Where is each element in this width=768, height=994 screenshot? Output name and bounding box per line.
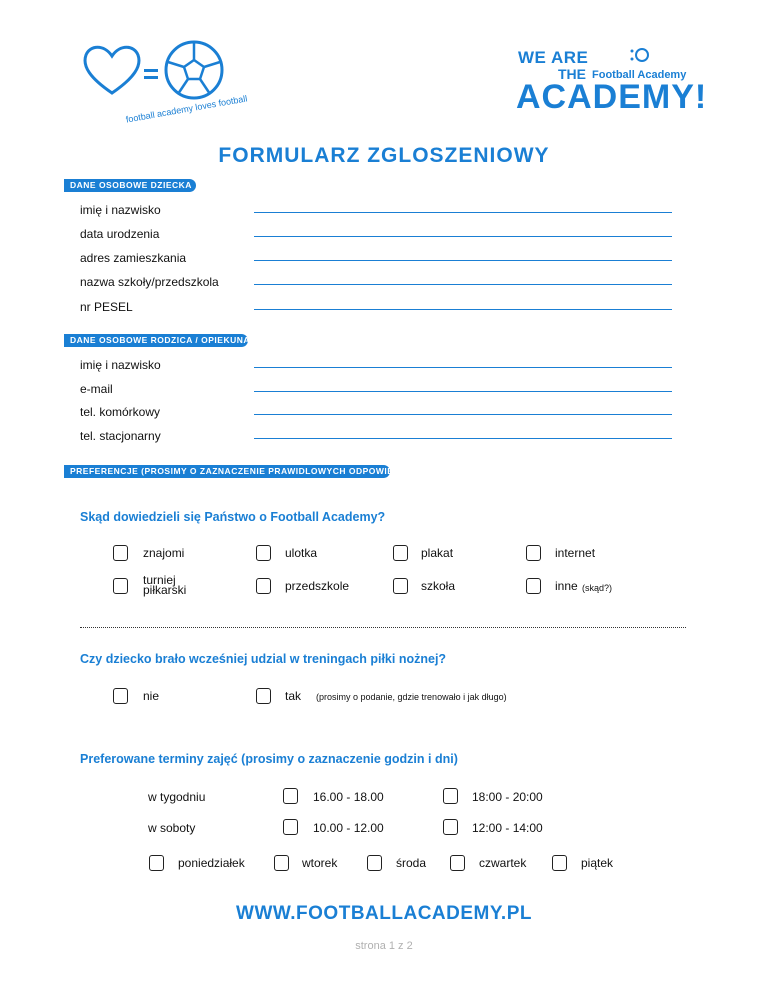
parent-name-field[interactable] [254, 367, 672, 368]
form-title: FORMULARZ ZGLOSZENIOWY [218, 144, 550, 167]
page-number: strona 1 z 2 [355, 940, 413, 952]
q1-label-przedszkole: przedszkole [285, 579, 350, 593]
q3-label-10-12: 10.00 - 12.00 [313, 821, 384, 835]
heart-ball-logo [80, 38, 260, 128]
q3-checkbox-10-12[interactable] [283, 819, 298, 835]
q1-checkbox-inne[interactable] [526, 578, 541, 594]
q1-label-skad: (skąd?) [582, 583, 613, 593]
q1-checkbox-internet[interactable] [526, 545, 541, 561]
q3-schedule-question: Preferowane terminy zajęć (prosimy o zaznaczenie godzin i dni) [80, 752, 458, 766]
q1-label-ulotka: ulotka [285, 546, 318, 560]
q2-note: (prosimy o podanie, gdzie trenowało i jak długo) [316, 692, 507, 702]
child-pesel-field[interactable] [254, 309, 672, 310]
q1-source-question: Skąd dowiedzieli się Państwo o Football Academy? [80, 510, 386, 524]
q1-label-plakat: plakat [421, 546, 454, 560]
child-school-label: nazwa szkoły/przedszkola [80, 275, 219, 289]
footer-website[interactable]: WWW.FOOTBALLACADEMY.PL [236, 903, 532, 924]
q3-checkbox-sroda[interactable] [367, 855, 382, 871]
q1-label-pilkarski: piłkarski [143, 583, 187, 597]
q1-label-turniej: turniej [143, 573, 176, 587]
q1-label-inne: inne [555, 579, 578, 593]
q3-label-wtorek: wtorek [302, 856, 338, 870]
q3-label-16-18: 16.00 - 18.00 [313, 790, 384, 804]
parent-mobile-field[interactable] [254, 414, 672, 415]
q3-checkbox-16-18[interactable] [283, 788, 298, 804]
section-child-header: DANE OSOBOWE DZIECKA [64, 179, 196, 192]
q1-checkbox-szkola[interactable] [393, 578, 408, 594]
q3-label-sroda: środa [396, 856, 427, 870]
q3-label-poniedzialek: poniedziałek [178, 856, 245, 870]
child-pesel-label: nr PESEL [80, 300, 133, 314]
parent-landline-field[interactable] [254, 438, 672, 439]
q3-checkbox-wtorek[interactable] [274, 855, 289, 871]
q3-checkbox-18-20[interactable] [443, 788, 458, 804]
parent-email-field[interactable] [254, 391, 672, 392]
q3-label-18-20: 18:00 - 20:00 [472, 790, 543, 804]
q1-checkbox-turniej[interactable] [113, 578, 128, 594]
q1-label-internet: internet [555, 546, 596, 560]
q3-weekday-label: w tygodniu [148, 790, 206, 804]
q1-label-szkola: szkoła [421, 579, 456, 593]
ball-dots-icon [628, 46, 652, 66]
q3-checkbox-czwartek[interactable] [450, 855, 465, 871]
q3-label-12-14: 12:00 - 14:00 [472, 821, 543, 835]
parent-email-label: e-mail [80, 382, 113, 396]
logo-the: THE [558, 66, 586, 82]
section-parent-header: DANE OSOBOWE RODZICA / OPIEKUNA [64, 334, 248, 347]
child-school-field[interactable] [254, 284, 672, 285]
dotted-divider [80, 627, 686, 628]
q1-checkbox-znajomi[interactable] [113, 545, 128, 561]
parent-mobile-label: tel. komórkowy [80, 405, 161, 419]
q2-checkbox-nie[interactable] [113, 688, 128, 704]
q1-label-znajomi: znajomi [143, 546, 185, 560]
we-are-the-academy-logo [510, 44, 708, 119]
logo-tagline: football academy loves football [125, 93, 249, 125]
q3-saturday-label: w soboty [148, 821, 196, 835]
logo-football-academy: Football Academy [592, 69, 687, 81]
logo-academy: ACADEMY! [516, 78, 708, 116]
child-address-label: adres zamieszkania [80, 251, 187, 265]
q2-checkbox-tak[interactable] [256, 688, 271, 704]
child-address-field[interactable] [254, 260, 672, 261]
q1-checkbox-przedszkole[interactable] [256, 578, 271, 594]
q3-label-piatek: piątek [581, 856, 614, 870]
q1-checkbox-ulotka[interactable] [256, 545, 271, 561]
q3-label-czwartek: czwartek [479, 856, 527, 870]
q2-experience-question: Czy dziecko brało wcześniej udzial w treningach piłki nożnej? [80, 652, 447, 666]
section-preferences-header: PREFERENCJE (PROSIMY O ZAZNACZENIE PRAWIDLOWYCH ODPOWIEDZI) [64, 465, 390, 478]
logo-we-are: WE ARE [518, 48, 589, 67]
parent-landline-label: tel. stacjonarny [80, 429, 161, 443]
child-name-label: imię i nazwisko [80, 203, 161, 217]
q3-checkbox-poniedzialek[interactable] [149, 855, 164, 871]
parent-name-label: imię i nazwisko [80, 358, 161, 372]
q1-checkbox-plakat[interactable] [393, 545, 408, 561]
child-birthdate-field[interactable] [254, 236, 672, 237]
q2-label-nie: nie [143, 689, 160, 703]
q3-checkbox-12-14[interactable] [443, 819, 458, 835]
child-name-field[interactable] [254, 212, 672, 213]
q3-checkbox-piatek[interactable] [552, 855, 567, 871]
q2-label-tak: tak [285, 689, 302, 703]
child-birthdate-label: data urodzenia [80, 227, 160, 241]
